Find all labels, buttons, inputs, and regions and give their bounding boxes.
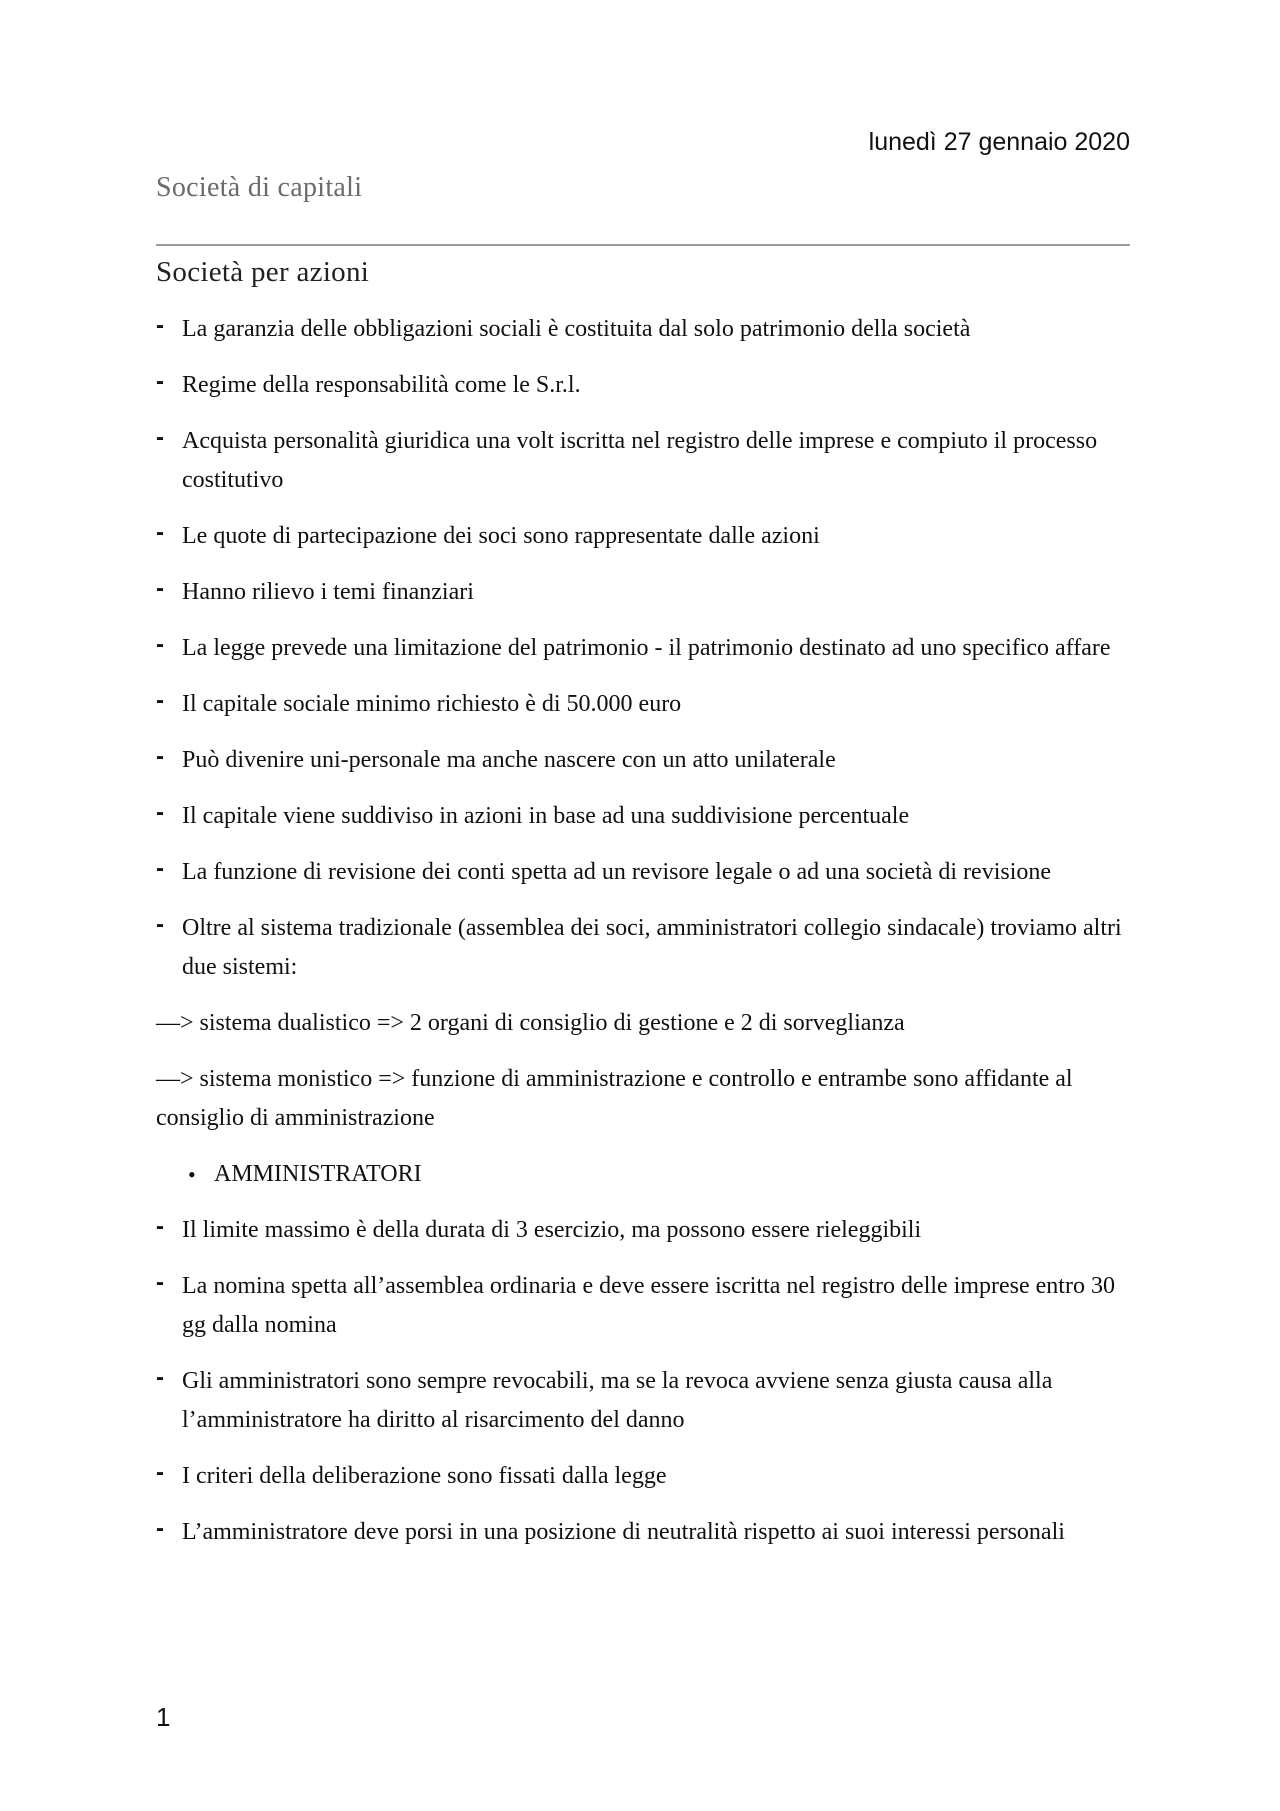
- dash-marker: -: [156, 312, 164, 339]
- list-item: [156, 629, 1130, 668]
- document-date: lunedì 27 gennaio 2020: [868, 128, 1130, 156]
- page-number: 1: [156, 1702, 171, 1732]
- list-item-text: I criteri della deliberazione sono fissati dalla legge: [182, 1463, 667, 1489]
- document-body: [156, 310, 1130, 1569]
- bullet-heading: [156, 1155, 1130, 1194]
- arrow-line-monistic: —> sistema monistico => funzione di amministrazione e controllo e entrambe sono affidante al consiglio di amministrazione: [156, 1066, 1073, 1131]
- list-item: [156, 517, 1130, 556]
- list-item-text: Oltre al sistema tradizionale (assemblea dei soci, amministratori collegio sindacale) troviamo altri due sistemi:: [182, 915, 1122, 980]
- list-item: [156, 573, 1130, 612]
- dash-marker: -: [156, 799, 164, 826]
- list-item-text: Il capitale sociale minimo richiesto è di 50.000 euro: [182, 691, 682, 717]
- list-item-text: Il capitale viene suddiviso in azioni in base ad una suddivisione percentuale: [182, 803, 910, 829]
- dash-marker: -: [156, 911, 164, 938]
- list-item: [156, 310, 1130, 349]
- list-item-text: L’amministratore deve porsi in una posizione di neutralità rispetto ai suoi interessi personali: [182, 1519, 1065, 1545]
- dash-marker: -: [156, 1515, 164, 1542]
- dash-marker: -: [156, 1213, 164, 1240]
- dash-list-amministratori: [156, 1211, 1130, 1552]
- dash-marker: -: [156, 368, 164, 395]
- dash-marker: -: [156, 855, 164, 882]
- list-item: [156, 853, 1130, 892]
- list-item-text: Hanno rilievo i temi finanziari: [182, 579, 474, 605]
- list-item-text: Le quote di partecipazione dei soci sono rappresentate dalle azioni: [182, 523, 820, 549]
- dash-list-main: [156, 310, 1130, 987]
- list-item: [156, 1211, 1130, 1250]
- list-item-text: Regime della responsabilità come le S.r.l.: [182, 372, 581, 398]
- dash-marker: -: [156, 687, 164, 714]
- dash-marker: -: [156, 743, 164, 770]
- section-heading: Società per azioni: [156, 256, 370, 288]
- list-item: [156, 741, 1130, 780]
- list-item: [156, 797, 1130, 836]
- dash-marker: -: [156, 1459, 164, 1486]
- list-item-text: La funzione di revisione dei conti spetta ad un revisore legale o ad una società di revisione: [182, 859, 1052, 885]
- dash-marker: -: [156, 519, 164, 546]
- dash-marker: -: [156, 424, 164, 451]
- list-item: [156, 685, 1130, 724]
- list-item: [156, 422, 1130, 500]
- list-item: [156, 1267, 1130, 1345]
- list-item-text: La legge prevede una limitazione del patrimonio - il patrimonio destinato ad uno specifico affare: [182, 635, 1111, 661]
- list-item-text: Il limite massimo è della durata di 3 esercizio, ma possono essere rieleggibili: [182, 1217, 922, 1243]
- list-item: [156, 909, 1130, 987]
- dash-marker: -: [156, 1269, 164, 1296]
- list-item-text: La garanzia delle obbligazioni sociali è costituita dal solo patrimonio della società: [182, 316, 971, 342]
- list-item: [156, 1513, 1130, 1552]
- title-divider: [156, 244, 1130, 246]
- dash-marker: -: [156, 631, 164, 658]
- list-item-text: La nomina spetta all’assemblea ordinaria e deve essere iscritta nel registro delle imprese entro 30 gg dalla nomina: [182, 1273, 1115, 1338]
- list-item-text: Gli amministratori sono sempre revocabili, ma se la revoca avviene senza giusta causa alla l’amministratore ha diritto al risarcimento del danno: [182, 1368, 1053, 1433]
- document-title: Società di capitali: [156, 172, 363, 203]
- bullet-heading-text: AMMINISTRATORI: [214, 1161, 422, 1187]
- list-item-text: Acquista personalità giuridica una volt iscritta nel registro delle imprese e compiuto il processo costitutivo: [182, 428, 1098, 493]
- list-item: [156, 366, 1130, 405]
- list-item: [156, 1362, 1130, 1440]
- bullet-marker: •: [188, 1162, 196, 1187]
- list-item: [156, 1457, 1130, 1496]
- dash-marker: -: [156, 575, 164, 602]
- dash-marker: -: [156, 1364, 164, 1391]
- list-item-text: Può divenire uni-personale ma anche nascere con un atto unilaterale: [182, 747, 836, 773]
- arrow-line-dualistic: —> sistema dualistico => 2 organi di consiglio di gestione e 2 di sorveglianza: [156, 1010, 905, 1036]
